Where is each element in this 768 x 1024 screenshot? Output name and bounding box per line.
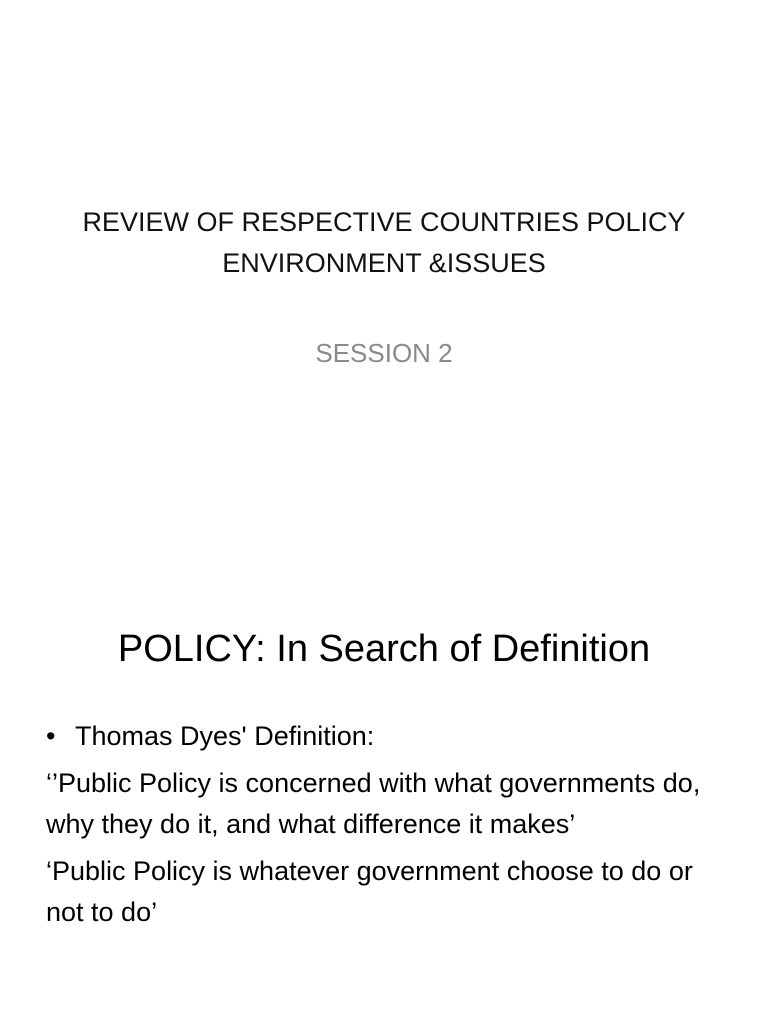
- slide-1-subtitle: SESSION 2: [315, 338, 453, 368]
- quote-paragraph-2: ‘Public Policy is whatever government choose to do or not to do’: [46, 856, 693, 927]
- slide-2: [0, 576, 768, 1024]
- slide-2-body: [46, 716, 736, 939]
- bullet-text: Thomas Dyes' Definition:: [75, 721, 375, 751]
- slide-2-title: POLICY: In Search of Definition: [117, 628, 651, 670]
- quote-paragraph-1: ‘’Public Policy is concerned with what governments do, why they do it, and what difference it makes’: [46, 768, 701, 839]
- bullet-item: [46, 716, 736, 757]
- bullet-dot-icon: •: [46, 721, 56, 751]
- slide-1-title: REVIEW OF RESPECTIVE COUNTRIES POLICY ENVIRONMENT &ISSUES: [82, 207, 686, 278]
